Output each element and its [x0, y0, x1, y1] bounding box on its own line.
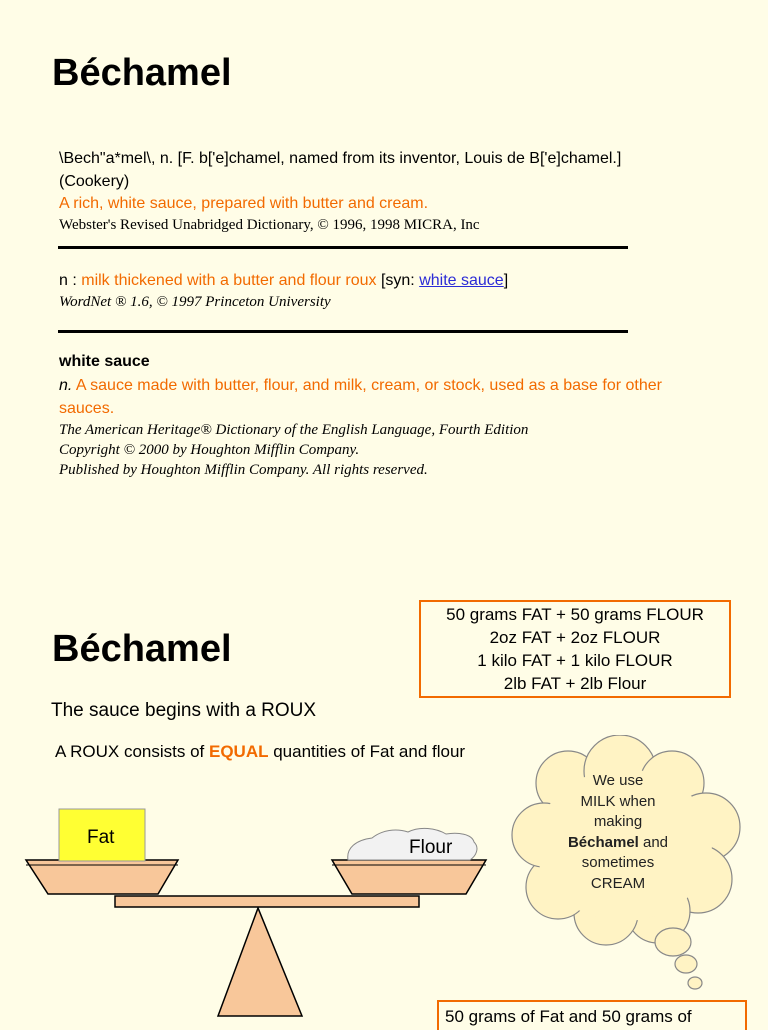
fat-label: Fat — [87, 827, 115, 848]
ratio-line: 2lb FAT + 2lb Flour — [503, 674, 647, 693]
roux-equal: EQUAL — [209, 742, 269, 761]
roux-prefix: A ROUX consists of — [55, 742, 209, 761]
wordnet-pos: n : — [59, 272, 82, 289]
thought-text — [538, 771, 698, 894]
ratio-line: 50 grams FAT + 50 grams FLOUR — [446, 605, 704, 624]
slide2-title: Béchamel — [52, 628, 232, 670]
thought-line: CREAM — [590, 874, 646, 892]
thought-line: We use — [592, 772, 644, 789]
thought-and: and — [638, 833, 669, 851]
wordnet-entry — [59, 269, 508, 292]
flour-label: Flour — [409, 837, 453, 858]
ah-definition — [59, 374, 679, 420]
thought-line: sometimes — [581, 854, 655, 871]
scale-fulcrum — [218, 908, 302, 1016]
roux-intro: The sauce begins with a ROUX — [51, 700, 317, 721]
webster-definition: A rich, white sauce, prepared with butter and cream. — [59, 195, 429, 212]
ratio-line: 1 kilo FAT + 1 kilo FLOUR — [477, 651, 673, 670]
ratio-line: 2oz FAT + 2oz FLOUR — [489, 628, 661, 647]
white-sauce-link[interactable]: white sauce — [419, 272, 504, 289]
divider-2 — [58, 330, 628, 333]
ah-headword: white sauce — [59, 353, 150, 370]
divider-1 — [58, 246, 628, 249]
thought-line: MILK when — [580, 792, 656, 810]
thought-line: making — [593, 813, 643, 830]
ah-definition-text: A sauce made with butter, flour, and milk, cream, or stock, used as a base for other sauces. — [59, 377, 662, 417]
roux-definition — [55, 742, 465, 762]
thought-bechamel: Béchamel — [567, 833, 639, 851]
wordnet-source: WordNet ® 1.6, © 1997 Princeton University — [59, 294, 331, 310]
ah-source-line-2: Copyright © 2000 by Houghton Mifflin Company. — [59, 442, 360, 458]
webster-source: Webster's Revised Unabridged Dictionary, © 1996, 1998 MICRA, Inc — [59, 217, 480, 233]
scale-beam — [115, 896, 419, 907]
ah-source — [59, 420, 528, 480]
balance-scale-illustration — [0, 790, 500, 1024]
roux-suffix: quantities of Fat and flour — [268, 742, 466, 761]
wordnet-syn-open: [syn: — [376, 272, 420, 289]
thought-line — [538, 833, 698, 854]
bottom-note-text: 50 grams of Fat and 50 grams of — [445, 1007, 692, 1026]
ratio-box — [419, 600, 731, 698]
webster-entry: \Bech"a*mel\, n. [F. b['e]chamel, named from its inventor, Louis de B['e]chamel.] (Cookery) — [59, 150, 622, 190]
ah-pos: n. — [59, 377, 73, 394]
wordnet-syn-close: ] — [503, 272, 509, 289]
ah-source-line-1: The American Heritage® Dictionary of the English Language, Fourth Edition — [59, 422, 529, 438]
slide1-title: Béchamel — [52, 52, 232, 94]
ah-source-line-3: Published by Houghton Mifflin Company. All rights reserved. — [59, 462, 428, 478]
bottom-note-box — [437, 1000, 747, 1030]
wordnet-definition: milk thickened with a butter and flour roux — [81, 272, 377, 289]
